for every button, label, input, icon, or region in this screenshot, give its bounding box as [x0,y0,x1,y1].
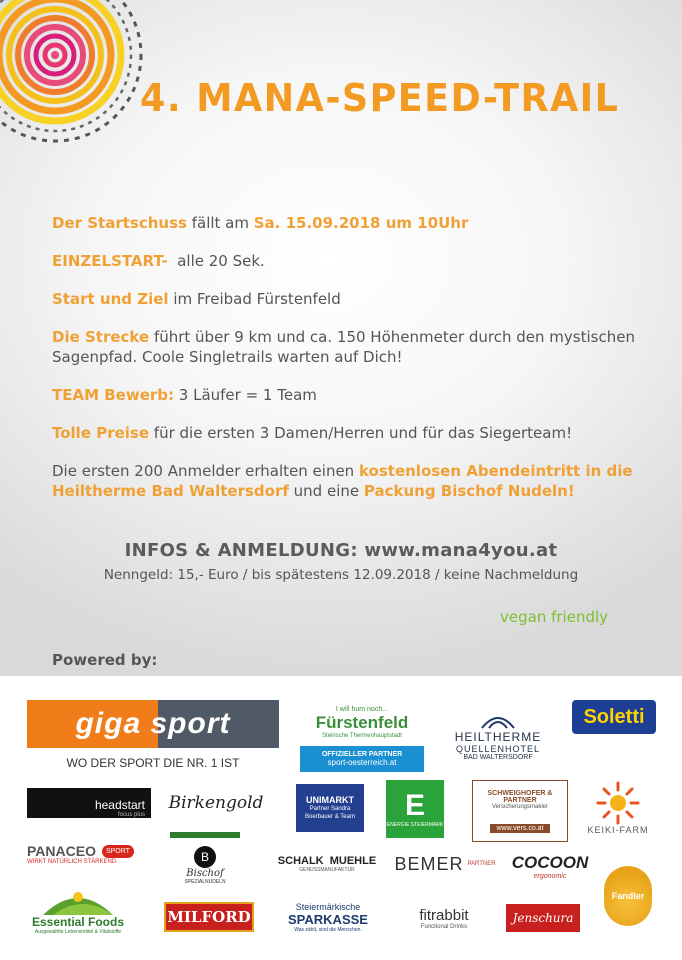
sponsor-area [0,676,682,960]
bemer-logo: BEMER PARTNER [394,853,496,874]
powered-by-label: Powered by: [52,651,158,669]
keiki-farm-logo: KEIKI-FARM [578,776,658,840]
fandler-logo: Fandler [604,866,652,926]
energie-steiermark-logo: E ENERGIE STEIERMARK [386,780,444,838]
heiltherme-emblem-icon [480,712,516,730]
essential-foods-logo: Essential Foods Ausgewählte Lebensmittel & Vitalstoffe [27,884,129,940]
cocoon-logo: COCOON ergonomic [511,852,589,880]
fitrabbit-logo: fitrabbit Functional Drinks [419,906,469,930]
milford-logo: MILFORD [164,902,254,932]
keiki-sun-icon [596,781,640,825]
start-ziel-line: Start und Ziel im Freibad Fürstenfeld [52,290,341,308]
strecke-line: Die Strecke führt über 9 km und ca. 150 Höhenmeter durch den mystischen Sagenpfad. Coole Singletrails warten auf Dich! [52,328,635,366]
einzelstart-line: EINZELSTART- alle 20 Sek. [52,252,265,270]
soletti-logo: Soletti [572,700,656,734]
team-line: TEAM Bewerb: 3 Läufer = 1 Team [52,386,317,404]
anmelder-line: Die ersten 200 Anmelder erhalten einen kostenlosen Abendeintritt in die Heiltherme Bad Waltersdorf und eine Packung Bischof Nudeln! [52,462,633,500]
schweighofer-logo: SCHWEIGHOFER & PARTNER Versicherungsmakler www.vers.co.at [472,780,568,842]
unimarkt-logo: UNIMARKT Partner Sandra Boerbauer & Team [296,784,364,832]
heiltherme-logo: HEILTHERME QUELLENHOTEL BAD WALTERSDORF [448,698,548,774]
preise-line: Tolle Preise für die ersten 3 Damen/Herren und für das Siegerteam! [52,424,573,442]
info-block [0,540,682,583]
schalk-muehle-logo: SCHALK MUEHLE GENUSSMANUFAKTUR [277,855,377,873]
event-title: 4. MANA-SPEED-TRAIL [140,76,620,120]
event-details [52,213,652,519]
panaceo-logo: PANACEO SPORT WIRKT NATÜRLICH STÄRKEND [27,838,159,870]
info-heading: INFOS & ANMELDUNG: www.mana4you.at [124,540,558,561]
sparkasse-logo: Steiermärkische SPARKASSE Was zählt, sind die Menschen. [288,901,368,933]
gigasport-slogan: WO DER SPORT DIE NR. 1 IST [66,756,240,770]
fuerstenfeld-logo: I will hum noch... Fürstenfeld Steirische Thermenhauptstadt [315,705,409,739]
headstart-logo: headstart focus plus [27,788,151,818]
birkengold-logo: Birkengold [168,793,264,813]
jenschura-logo: Jenschura [506,904,580,932]
sport-oesterreich-logo: OFFIZIELLER PARTNER sport-oesterreich.at [300,746,424,772]
start-line: Der Startschuss fällt am Sa. 15.09.2018 um 10Uhr [52,214,469,232]
essential-foods-hills-icon [43,889,113,915]
info-subline: Nenngeld: 15,- Euro / bis spätestens 12.09.2018 / keine Nachmeldung [103,567,579,583]
mana-spiral-logo [0,0,150,150]
bischof-logo: B Bischof SPEZIALNUDELN [170,832,240,892]
vegan-label: vegan friendly [500,608,609,626]
gigasport-logo: giga sport [27,700,279,748]
